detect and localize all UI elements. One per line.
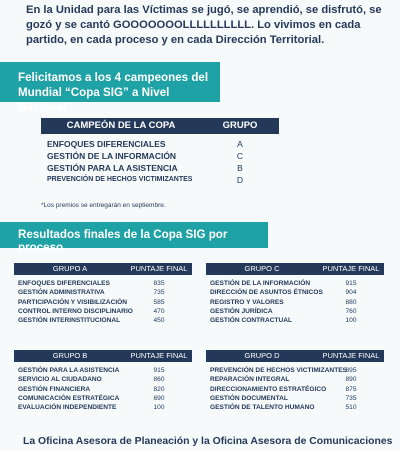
champion-name: ENFOQUES DIFERENCIALES: [47, 139, 166, 149]
process-name: GESTIÓN FINANCIERA: [18, 385, 91, 393]
champion-row: [41, 150, 279, 162]
process-score: 895: [345, 367, 357, 374]
table-row: [14, 366, 192, 375]
champion-group: C: [236, 151, 244, 161]
process-name: PARTICIPACIÓN Y VISIBILIZACIÓN: [18, 298, 128, 306]
process-name: ENFOQUES DIFERENCIALES: [18, 280, 110, 287]
champions-table-header: [41, 118, 279, 134]
process-score: 904: [345, 289, 357, 297]
table-row: [14, 375, 192, 384]
champion-row: [41, 162, 279, 174]
champion-name: GESTIÓN DE LA INFORMACIÓN: [47, 151, 177, 161]
process-score: 760: [345, 307, 357, 315]
table-row: [206, 366, 384, 375]
group-column-header: GRUPO: [222, 120, 258, 131]
process-name: EVALUACIÓN INDEPENDIENTE: [18, 404, 117, 412]
group-a-table: [14, 263, 192, 325]
score-header: PUNTAJE FINAL: [130, 264, 188, 273]
process-name: REGISTRO Y VALORES: [210, 298, 284, 306]
table-row: [206, 385, 384, 394]
process-score: 915: [153, 367, 165, 374]
process-name: PREVENCIÓN DE HECHOS VICTIMIZANTES: [210, 367, 348, 374]
process-score: 100: [153, 404, 165, 412]
group-name: GRUPO B: [52, 351, 88, 360]
prizes-note: *Los premios se entregarán en septiembre.: [41, 202, 166, 209]
group-table-header: [14, 263, 192, 275]
group-table-header: [14, 350, 192, 362]
process-score: 100: [345, 317, 357, 325]
table-row: [14, 279, 192, 288]
champions-table: [41, 118, 279, 186]
score-header: PUNTAJE FINAL: [322, 264, 380, 273]
group-b-table: [14, 350, 192, 412]
champions-banner: Felicitamos a los 4 campeones del Mundial “Copa SIG” a Nivel Nacional: [0, 62, 220, 102]
process-name: GESTIÓN CONTRACTUAL: [210, 317, 293, 325]
process-name: SERVICIO AL CIUDADANO: [18, 376, 102, 384]
process-name: GESTIÓN JURÍDICA: [210, 307, 273, 315]
process-name: DIRECCIÓN DE ASUNTOS ÉTNICOS: [210, 289, 323, 297]
table-row: [14, 298, 192, 307]
process-score: 510: [345, 404, 357, 412]
table-row: [14, 403, 192, 412]
table-row: [14, 288, 192, 297]
champion-group: B: [237, 163, 243, 173]
process-score: 735: [153, 289, 165, 297]
table-row: [14, 316, 192, 325]
process-name: GESTIÓN ADMINISTRATIVA: [18, 289, 105, 297]
process-score: 875: [345, 385, 357, 393]
process-score: 880: [345, 298, 357, 306]
champion-row: [41, 174, 279, 186]
process-score: 450: [153, 317, 165, 325]
results-banner: Resultados finales de la Copa SIG por proceso: [0, 222, 268, 248]
footer-text: La Oficina Asesora de Planeación y la Oficina Asesora de Comunicaciones: [23, 436, 393, 447]
process-score: 470: [153, 307, 165, 315]
process-score: 890: [345, 376, 357, 384]
table-row: [206, 298, 384, 307]
champion-group: D: [236, 175, 244, 185]
process-score: 585: [153, 298, 165, 306]
champion-row: [41, 138, 279, 150]
table-row: [206, 279, 384, 288]
score-header: PUNTAJE FINAL: [130, 351, 188, 360]
group-table-header: [206, 350, 384, 362]
process-score: 735: [345, 394, 357, 402]
champion-group: A: [237, 139, 243, 149]
table-row: [206, 394, 384, 403]
group-c-table: [206, 263, 384, 325]
champion-column-header: CAMPEÓN DE LA COPA: [66, 120, 176, 131]
group-name: GRUPO C: [244, 264, 280, 273]
table-row: [206, 375, 384, 384]
process-score: 835: [153, 280, 165, 287]
process-name: COMUNICACIÓN ESTRATÉGICA: [18, 394, 120, 402]
group-name: GRUPO D: [244, 351, 280, 360]
group-d-table: [206, 350, 384, 412]
process-name: GESTIÓN DE LA INFORMACIÓN: [210, 280, 311, 287]
process-name: CONTROL INTERNO DISCIPLINARIO: [18, 307, 133, 315]
table-row: [206, 307, 384, 316]
table-row: [206, 316, 384, 325]
process-name: GESTIÓN INTERINSTITUCIONAL: [18, 317, 121, 325]
process-score: 820: [153, 385, 165, 393]
process-name: GESTIÓN DE TALENTO HUMANO: [210, 404, 315, 412]
table-row: [14, 307, 192, 316]
process-name: GESTIÓN PARA LA ASISTENCIA: [18, 367, 120, 374]
champion-name: PREVENCIÓN DE HECHOS VICTIMIZANTES: [47, 176, 193, 183]
table-row: [14, 385, 192, 394]
process-score: 860: [153, 376, 165, 384]
process-name: DIRECCIONAMIENTO ESTRATÉGICO: [210, 385, 327, 393]
group-table-header: [206, 263, 384, 275]
process-score: 915: [345, 280, 357, 287]
table-row: [14, 394, 192, 403]
table-row: [206, 403, 384, 412]
intro-paragraph: En la Unidad para las Víctimas se jugó, se aprendió, se disfrutó, se gozó y se cantó GOOOOOOOLLLLLLLLLL. Lo vivimos en cada partido, en cada proceso y en cada Dirección Territorial.: [26, 4, 382, 46]
process-score: 690: [153, 394, 165, 402]
table-row: [206, 288, 384, 297]
score-header: PUNTAJE FINAL: [322, 351, 380, 360]
champion-name: GESTIÓN PARA LA ASISTENCIA: [47, 163, 178, 173]
process-name: GESTIÓN DOCUMENTAL: [210, 394, 288, 402]
group-name: GRUPO A: [52, 264, 88, 273]
process-name: REPARACIÓN INTEGRAL: [210, 376, 290, 384]
